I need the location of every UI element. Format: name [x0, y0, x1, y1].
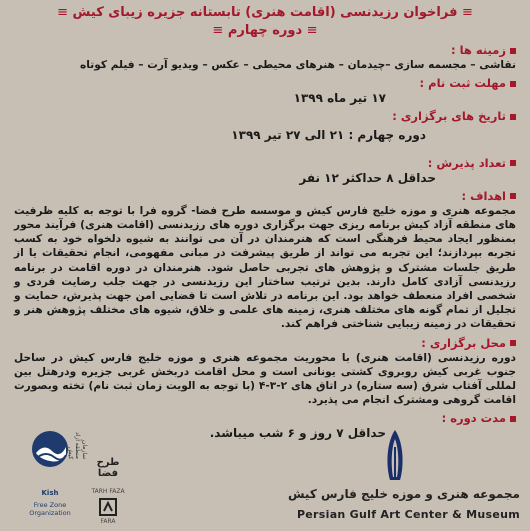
section-text: دوره رزیدنسی (اقامت هنری) با محوریت مجموعه هنری و موزه خلیج فارس کیش در ساحل جنوب غربی کیش روبروی کشتی یونانی است و محل اقامت دربخش غربی جزیره ودرهتل بین لمللی آفتاب شرق (سه ستاره) در اتاق های ۲-۳-۴ (با توجه به الویت زمان ثبت نام) تخته وبصورت اقامت گروهی ومشترک انجام می پذیرد. [14, 351, 516, 407]
fara-label: FARA [100, 518, 116, 525]
section-title: مدت دوره : [14, 410, 516, 426]
tarh-faza-logo [88, 457, 128, 525]
section-title: تاریخ های برگزاری : [14, 108, 516, 124]
section-venue [14, 335, 516, 408]
section-title: محل برگزاری : [14, 335, 516, 351]
title-decoration-icon: ≡ [57, 5, 68, 20]
kish-wave-icon [30, 429, 70, 469]
subtitle-decoration-icon: ≡ [306, 23, 318, 38]
section-text: مجموعه هنری و موزه خلیج فارس کیش و موسسه طرح فضا- گروه فرا با توجه به کلیه ظرفیت های منطقه آزاد کیش برنامه ریزی جهت برگزاری دوره های رزیدنسی (اقامت هنری) فرآیند محور بمنظور ایجاد محیط فرهنگی است که هنرمندان در آن می توانند به شیوه دلخواه خود به کسب تجربه بپردازند؛ این تجربه می تواند از طریق پیشرفت در مبانی مفهومی، انجام تحقیقات یا از طریق جلسات مشترک و پژوهش های تجربی حاصل شود. هنرمندان در دوره اقامت در برنامه رزیدنسی آزادی کامل دارند. بدین ترتیب ساختار این رزیدنسی در جهت جلب رضایت فردی و شخصی افراد منعطف خواهد بود. این برنامه در تلاش است تا فضایی امن جهت پذیرش، حمایت و تجلیل از تمام گونه های مختلف هنری، زمینه های علمی و خلاق، شیوه های مختلف پژوهش هنر و تحقیقات در زمینه زیبایی شناختی فراهم کند. [14, 204, 516, 331]
section-dates [14, 108, 516, 142]
section-fields [14, 42, 516, 72]
bullet-icon [510, 48, 516, 54]
page-title: فراخوان رزیدنسی (اقامت هنری) تابستانه جزیره زیبای کیش [72, 5, 458, 20]
title-decoration-icon: ≡ [462, 5, 473, 20]
fara-icon [98, 497, 118, 517]
page-subtitle: ≡ دوره چهارم ≡ [212, 23, 318, 38]
section-title: مهلت ثبت نام : [14, 75, 516, 91]
main-content [14, 42, 516, 441]
section-capacity [14, 155, 516, 185]
bullet-icon [510, 81, 516, 87]
kish-name: Kish [41, 489, 59, 497]
kish-free-zone-logo [22, 427, 88, 525]
subtitle-decoration-icon: ≡ [212, 23, 224, 38]
section-title: زمینه ها : [14, 42, 516, 58]
tarh-faza-fa: طرح فضا [96, 457, 120, 479]
section-text: حداقل ۷ روز و ۶ شب میباشد. [209, 426, 386, 441]
bullet-icon [510, 160, 516, 166]
museum-logo [270, 429, 520, 525]
section-text: دوره چهارم : ۲۱ الی ۲۷ تیر ۱۳۹۹ [231, 128, 426, 143]
kish-org-name-fa: سازمان منطقه آزاد کیش [67, 431, 88, 459]
museum-emblem-icon [380, 429, 410, 481]
section-title: اهداف : [14, 188, 516, 204]
bullet-icon [510, 416, 516, 422]
bullet-icon [510, 340, 516, 346]
section-deadline [14, 75, 516, 105]
section-title: تعداد پذیرش : [14, 155, 516, 171]
bullet-icon [510, 114, 516, 120]
kish-subtitle: Free Zone Organization [29, 501, 71, 517]
bullet-icon [510, 193, 516, 199]
section-text: نقاشی – مجسمه سازی –چیدمان – هنرهای محیطی – عکس – ویدیو آرت – فیلم کوتاه [80, 59, 516, 71]
section-goals [14, 188, 516, 332]
museum-name-en: Persian Gulf Art Center & Museum [296, 508, 520, 521]
section-text: ۱۷ تیر ماه ۱۳۹۹ [293, 91, 386, 106]
museum-name-fa: مجموعه هنری و موزه خلیج فارس کیش [287, 487, 520, 501]
tarh-faza-en: TARH FAZA [91, 488, 125, 495]
footer [0, 423, 530, 531]
header [10, 4, 520, 40]
section-text: حداقل ۸ حداکثر ۱۲ نفر [299, 170, 436, 185]
